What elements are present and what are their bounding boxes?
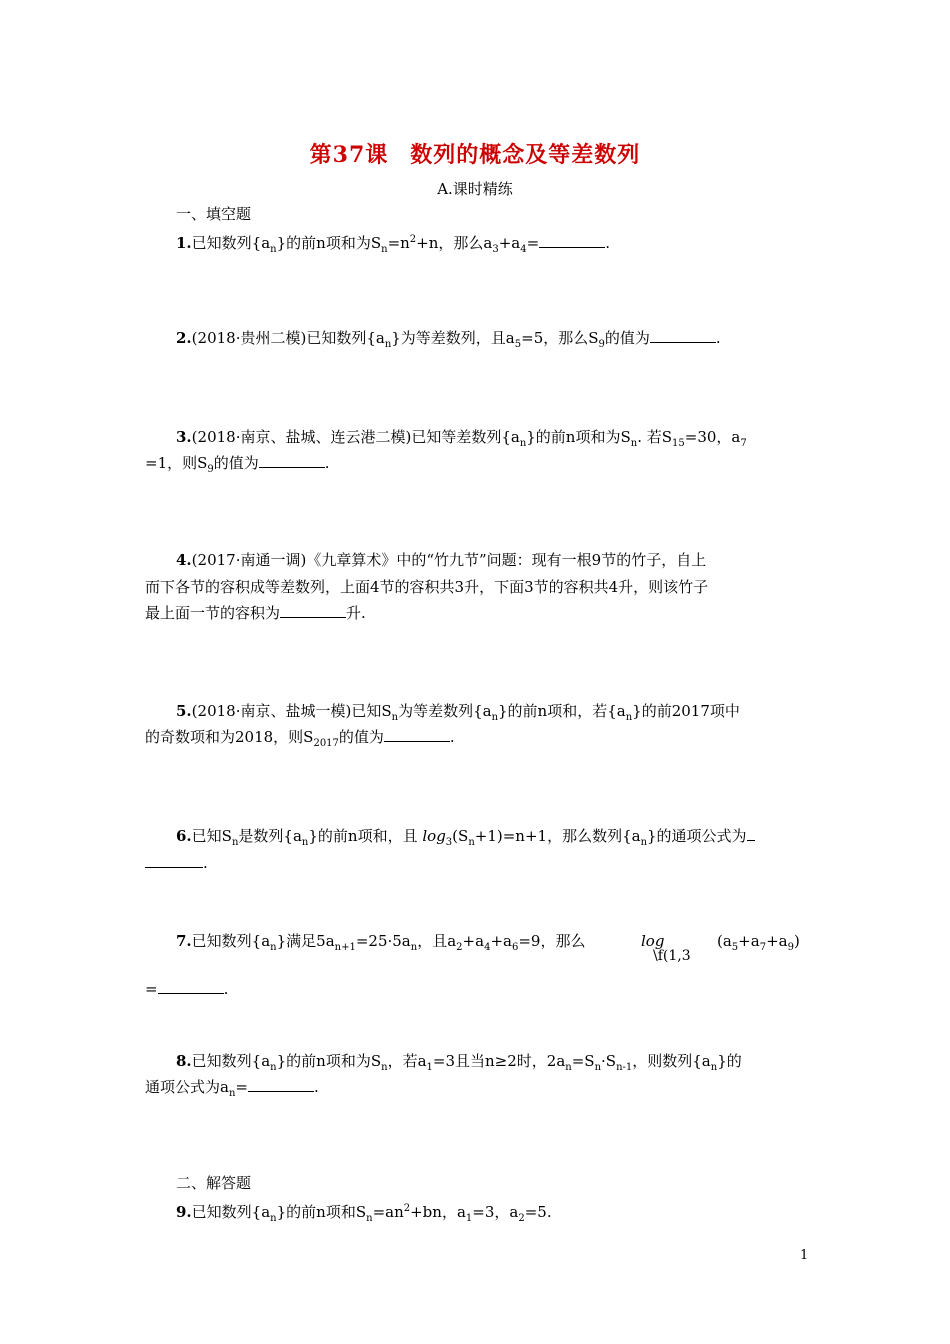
log-symbol: log <box>641 932 665 950</box>
question-8-cont: 通项公式为$a_n=$ . <box>145 1078 319 1099</box>
question-1: 1.已知数列$\{a_n\}$的前n项和为$S_n=n^2+n$，那么$a_3+a_4=$ . <box>176 234 610 255</box>
answer-blank[interactable] <box>650 328 716 343</box>
answer-blank[interactable] <box>158 979 224 994</box>
question-2: 2.(2018·贵州二模)已知数列$\{a_n\}$为等差数列，且$a_5=5$，那么$S_9$的值为 . <box>176 329 721 350</box>
section-answer: 二、解答题 <box>176 1174 252 1192</box>
answer-blank[interactable] <box>280 603 346 618</box>
section-fill-in: 一、填空题 <box>176 205 252 223</box>
answer-blank[interactable] <box>248 1077 314 1092</box>
page-title: 第37课 数列的概念及等差数列 <box>309 142 641 168</box>
question-5: 5.(2018·南京、盐城一模)已知$S_n$为等差数列$\{a_n\}$的前n项和，若$\{a_n\}$的前2017项中 <box>176 702 740 723</box>
question-6-cont: . <box>145 850 208 876</box>
page-number: 1 <box>800 1248 809 1263</box>
question-4: 4.(2017·南通一调)《九章算术》中的“竹九节”问题：现有一根9节的竹子，自上 <box>176 551 707 569</box>
question-7-expr: $(a_5+a_7+a_9)$ <box>717 932 800 953</box>
question-4-line3: 最上面一节的容积为 升. <box>145 604 366 622</box>
question-7-cont: = . <box>145 980 229 998</box>
answer-blank-start[interactable] <box>747 826 755 841</box>
question-3-cont: =1，则$S_9$的值为 . <box>145 454 330 475</box>
answer-blank[interactable] <box>259 453 325 468</box>
answer-blank[interactable] <box>539 233 605 248</box>
question-6: 6.已知$S_n$是数列$\{a_n\}$的前n项和，且 $\log_3(S_n+1)=n+1$，那么数列$\{a_n\}$的通项公式为 <box>176 823 755 856</box>
question-9: 9.已知数列$\{a_n\}$的前n项和$S_n=an^2+bn$，$a_1=3$，$a_2=5$. <box>176 1203 552 1224</box>
question-8: 8.已知数列$\{a_n\}$的前n项和为$S_n$，若$a_1=3$且当n≥2时，$2a_n=S_n\cdot S_{n-1}$，则数列$\{a_n\}$的 <box>176 1052 742 1073</box>
question-7: 7.已知数列$\{a_n\}$满足$5a_{n+1}=25\cdot 5a_n$，且$a_2+a_4+a_6=9$，那么 <box>176 932 586 953</box>
answer-blank[interactable] <box>384 727 450 742</box>
question-4-line2: 而下各节的容积成等差数列，上面4节的容积共3升，下面3节的容积共4升，则该竹子 <box>145 578 709 596</box>
page-subtitle: A.课时精练 <box>437 180 513 198</box>
question-5-cont: 的奇数项和为2018，则$S_{2017}$的值为 . <box>145 728 455 749</box>
log-base-fraction: \f(1,3 <box>653 948 691 964</box>
answer-blank[interactable] <box>145 853 203 868</box>
question-3: 3.(2018·南京、盐城、连云港二模)已知等差数列$\{a_n\}$的前n项和为$S_n$. 若$S_{15}=30$，$a_7$ <box>176 428 747 449</box>
